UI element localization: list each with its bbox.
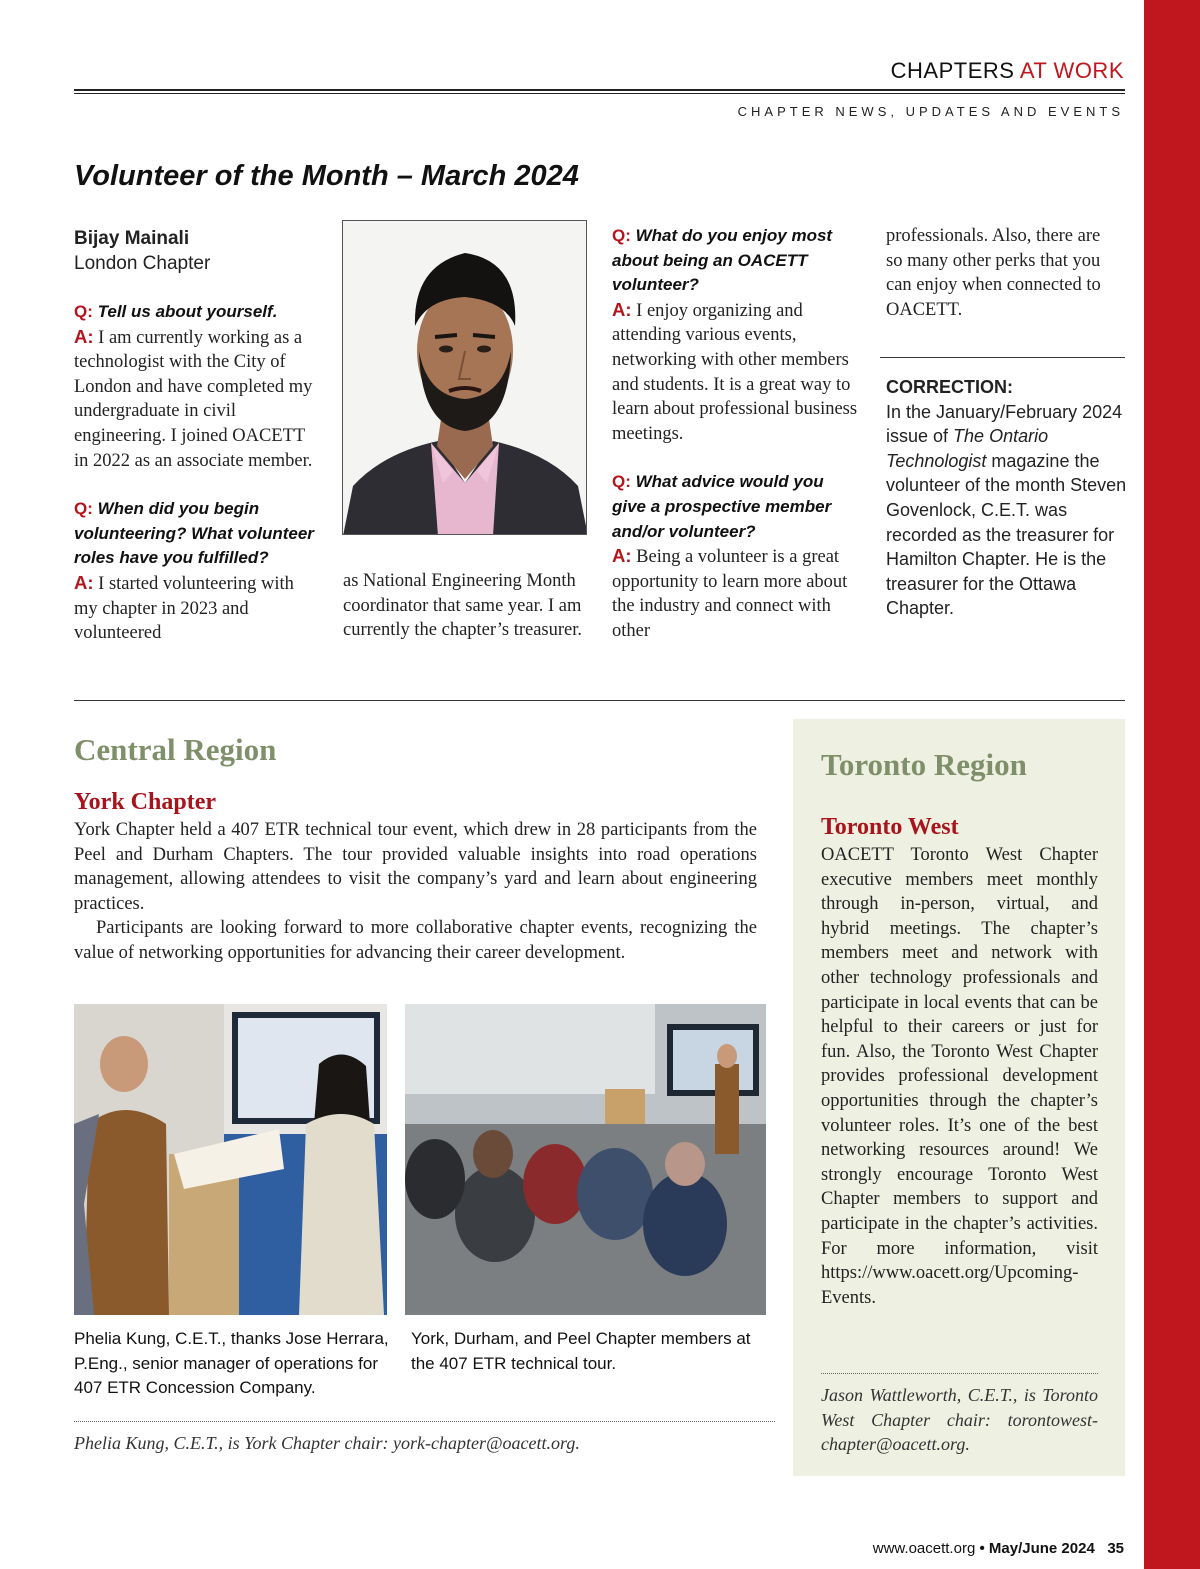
york-paragraph-2: Participants are looking forward to more collaborative chapter events, recognizing the value of networking opportunities for advancing their career development. <box>74 918 757 963</box>
york-chapter-heading: York Chapter <box>74 789 216 815</box>
york-signature-rule <box>74 1421 775 1422</box>
toronto-west-body: OACETT Toronto West Chapter executive members meet monthly through in-person, virtual, and hybrid meetings. The chapter’s members meet and network with other technology professionals and participate in local events that can be helpful to their careers or just for fun. Also, the Toronto West Chapter provides professional development opportunities through the chapter’s volunteer roles. It’s one of the best networking resources around! We strongly encourage Toronto West Chapter members to support and participate in the chapter’s activities. For more information, visit https://www.oacett.org/Upcoming-Events. <box>821 845 1098 1308</box>
volunteer-column-3 <box>612 224 860 644</box>
section-title <box>891 58 1124 84</box>
page-edge-bar <box>1144 0 1200 1569</box>
volunteer-column-4 <box>886 224 1114 322</box>
answer-4-part-2: professionals. Also, there are so many other perks that you can enjoy when connected to OACETT. <box>886 226 1101 320</box>
footer-site: www.oacett.org <box>872 1540 976 1557</box>
answer-2-part-1: A: I started volunteering with my chapter in 2023 and volunteered <box>74 571 294 644</box>
toronto-west-heading: Toronto West <box>821 814 959 840</box>
york-chapter-body <box>74 818 757 965</box>
toronto-signature-rule <box>821 1373 1098 1374</box>
page-number: 35 <box>1107 1540 1124 1557</box>
answer-3: A: I enjoy organizing and attending various events, networking with other members and students. It is a great way to learn about professional business meetings. <box>612 298 858 444</box>
answer-4-part-1: A: Being a volunteer is a great opportunity to learn more about the industry and connect with other <box>612 545 848 641</box>
tour-photo-image <box>405 1004 766 1315</box>
header-rule <box>74 89 1125 94</box>
question-2: Q: When did you begin volunteering? What volunteer roles have you fulfilled? <box>74 499 314 568</box>
correction-box <box>886 375 1131 621</box>
toronto-region-heading: Toronto Region <box>821 747 1027 782</box>
footer-issue: May/June 2024 <box>988 1540 1095 1557</box>
award-photo-image <box>74 1004 387 1315</box>
york-chapter-signature: Phelia Kung, C.E.T., is York Chapter chair: york-chapter@oacett.org. <box>74 1433 580 1453</box>
correction-rule <box>880 357 1125 358</box>
correction-text: In the January/February 2024 issue of The Ontario Technologist magazine the volunteer of the month Steven Govenlock, C.E.T. was recorded as the treasurer for Hamilton Chapter. He is the treasurer for the Ottawa Chapter. <box>886 401 1127 619</box>
volunteer-chapter: London Chapter <box>74 253 211 274</box>
answer-2-part-2: as National Engineering Month coordinator that same year. I am currently the chapter’s treasurer. <box>343 571 583 641</box>
york-photo-award-caption: Phelia Kung, C.E.T., thanks Jose Herrara, P.Eng., senior manager of operations for 407 ETR Concession Company. <box>74 1329 389 1397</box>
page-footer <box>873 1540 1124 1557</box>
footer-bullet: • <box>979 1540 985 1557</box>
york-photo-tour <box>405 1004 766 1315</box>
section-divider <box>74 700 1125 701</box>
section-title-main: CHAPTERS <box>890 58 1015 83</box>
toronto-west-signature: Jason Wattleworth, C.E.T., is Toronto West Chapter chair: torontowest-chapter@oacett.org. <box>821 1385 1098 1455</box>
portrait-image <box>343 221 587 535</box>
york-photo-tour-caption: York, Durham, and Peel Chapter members at the 407 ETR technical tour. <box>411 1329 751 1373</box>
section-title-accent: AT WORK <box>1019 58 1124 83</box>
york-photo-award <box>74 1004 387 1315</box>
volunteer-column-1 <box>74 226 322 646</box>
correction-heading: CORRECTION: <box>886 377 1013 397</box>
volunteer-column-2 <box>343 569 583 643</box>
central-region-heading: Central Region <box>74 732 277 767</box>
section-subtitle: CHAPTER NEWS, UPDATES AND EVENTS <box>737 104 1124 119</box>
question-4: Q: What advice would you give a prospective member and/or volunteer? <box>612 472 832 541</box>
volunteer-portrait <box>342 220 587 535</box>
answer-1: A: I am currently working as a technologist with the City of London and have completed my undergraduate in civil engineering. I joined OACETT in 2022 as an associate member. <box>74 325 313 471</box>
question-3: Q: What do you enjoy most about being an OACETT volunteer? <box>612 226 833 295</box>
york-paragraph-1: York Chapter held a 407 ETR technical tour event, which drew in 28 participants from the Peel and Durham Chapters. The tour provided valuable insights into road operations management, allowing attendees to visit the company’s yard and learn about engineering practices. <box>74 820 757 914</box>
volunteer-title: Volunteer of the Month – March 2024 <box>74 160 579 192</box>
question-1: Q: Tell us about yourself. <box>74 302 278 321</box>
volunteer-name: Bijay Mainali <box>74 228 190 249</box>
